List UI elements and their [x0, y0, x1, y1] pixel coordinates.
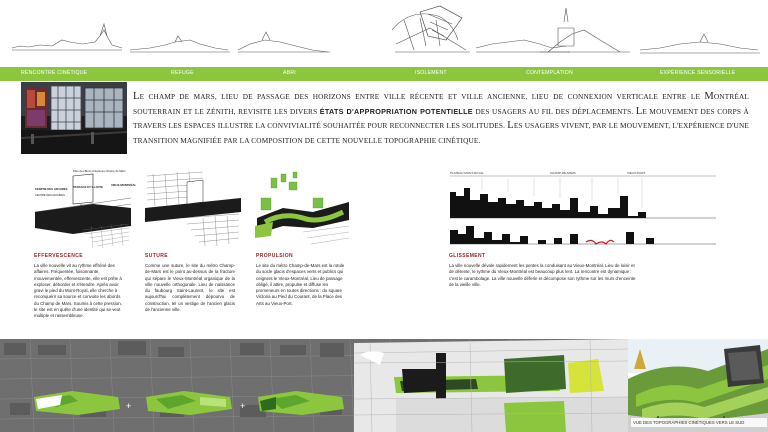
- tab-isolement[interactable]: ISOLEMENT: [415, 70, 447, 76]
- column-title-effervescence: EFFERVESCENCE: [34, 253, 84, 259]
- intro-dropcap-l3: L: [507, 120, 514, 131]
- diagram-effervescence: [33, 168, 137, 250]
- intro-text-5: ES USAGERS VIVENT, PAR LE MOUVEMENT, L'EXPÉRIENCE D'UNE TRANSITION MAGNIFIÉE PAR LA COMPOSITION DE CETTE NOUVELLE TOPOGRAPHIE CINÉTIQUE.: [133, 121, 749, 145]
- diagram1-label-b: CENTRE DES AFFAIRES: [35, 187, 68, 191]
- top-sketch-strip: [0, 0, 768, 66]
- section-profile-top: [450, 188, 646, 218]
- hero-photo: [21, 82, 127, 154]
- graph-label-mid: CHAMP-DE-MARS: [550, 171, 576, 175]
- diagram1-label-a: Plan des Blocs Antérieurs Champ de Mars: [73, 169, 126, 173]
- intro-paragraph: [133, 90, 749, 148]
- column-body-propulsion: Le site du métro Champ-de-Mars est la rotule du socle glacis d'espaces verts et publics qui ceignent le Vieux-Montréal. Lieu de passage obligé, il attire, propulse et diffuse les promeneurs en toutes directions : du square Victoria au Pied du Courant, de la Place des Arts au Vieux-Port.: [256, 263, 345, 306]
- intro-text-3: DES USAGERS AU FIL DES DÉPLACEMENTS.: [472, 106, 636, 116]
- diagram1-label-c: PASSAGE ET ILLICITE: [73, 185, 103, 189]
- sketch-skyline-6: [476, 40, 570, 52]
- tab-refuge[interactable]: REFUGE: [171, 70, 194, 76]
- intro-text-2: ONTRÉAL SOUTERRAIN ET LE ZÉNITH, REVISITE LES DIVERS: [133, 92, 749, 116]
- graph-label-left: PLATEAU MONT-ROYAL: [450, 171, 484, 175]
- plus-sign-2: +: [240, 401, 246, 411]
- plan-perspective-large: [354, 339, 628, 432]
- tab-experience-sensorielle[interactable]: EXPÉRIENCE SENSORIELLE: [660, 70, 736, 76]
- sketch-skyline-1: [12, 24, 122, 50]
- diagram1-label-d: VIEUX-MONTRÉAL: [111, 183, 137, 187]
- category-band: [0, 67, 768, 81]
- tab-abri[interactable]: ABRI: [283, 70, 296, 76]
- column-body-effervescence: La ville nouvelle vit au rythme effréné des affaires. Fréquentée, foisonnante, mouvementée, effervescente, elle est prête à exploser, déborder et s'étendre. Après avoir gravi le pied du Mont-Royal, elle cherche à reconquérir sa source et convoite les abords du Champ de Mars. Soumis à cette pression, le site est en quête d'une identité qui se veut multiple et rassembleuse.: [34, 263, 122, 319]
- tab-rencontre-cinetique[interactable]: RENCONTRE CINÉTIQUE: [21, 70, 88, 76]
- intro-dropcap-l1: L: [133, 91, 140, 102]
- intro-text-1: E CHAMP DE MARS, LIEU DE PASSAGE DES HORIZONS ENTRE VILLE RÉCENTE ET VILLE ANCIENNE, LIEU DE CONNEXION VERTICALE ENTRE LE: [139, 92, 705, 101]
- photo-caption: VUE DES TOPOGRAPHIES CINÉTIQUES VERS LE SUD: [631, 418, 767, 427]
- section-profile-bottom: [450, 226, 654, 244]
- intro-bold-phrase: ÉTATS D'APPROPRIATION POTENTIELLE: [319, 106, 473, 116]
- graph-label-right: VIEUX-PORT: [627, 171, 646, 175]
- sketch-skyline-3: [238, 32, 330, 52]
- diagram-propulsion: [253, 168, 353, 250]
- column-body-glissement: La ville nouvelle dévale rapidement les pentes la conduisant au Vieux-Montréal. Lieu de loisir et de détente, le rythme du Vieux-Montréal est beaucoup plus lent. La rencontre est dynamique : c'est le carambolage. La ville nouvelle déferle et décompose son rythme sur les murs d'enceinte de la vieille ville.: [449, 263, 636, 287]
- sketch-church-7: [540, 8, 630, 52]
- plus-sign-1: +: [126, 401, 132, 411]
- diagram-glissement-section: [442, 168, 722, 250]
- sketch-skyline-2: [130, 36, 230, 52]
- column-body-suture: Comme une suture, le site du métro Champ-de-Mars est le point au-dessus de la fracture qui sépare le Vieux-Montréal organique de la ville nouvelle orthogonale. Lieu de naissance du faubourg Saint-Laurent, le site est aujourd'hui complètement dépourvu de construction, tel un vestige de l'ancien glacis de l'ancienne ville.: [145, 263, 235, 313]
- diagram-suture: [143, 168, 243, 250]
- intro-dropcap-l2: L: [635, 105, 643, 117]
- column-title-propulsion: PROPULSION: [256, 253, 294, 259]
- column-title-suture: SUTURE: [145, 253, 168, 259]
- intro-text-4: E MOUVEMENT DES CORPS À TRAVERS LES ESPACES ILLUSTRE LA CONVIVIALITÉ SOUHAITÉE POUR RECONNECTER LES SOLITUDES.: [133, 106, 749, 130]
- tab-contemplation[interactable]: CONTEMPLATION: [526, 70, 573, 76]
- column-title-glissement: GLISSEMENT: [449, 253, 486, 259]
- intro-dropcap-m: M: [704, 91, 714, 102]
- sketch-perspective-4: [392, 14, 470, 52]
- diagram1-label-e: CENTRE DES AFFAIRES: [35, 194, 65, 197]
- sketch-skyline-8: [640, 34, 760, 53]
